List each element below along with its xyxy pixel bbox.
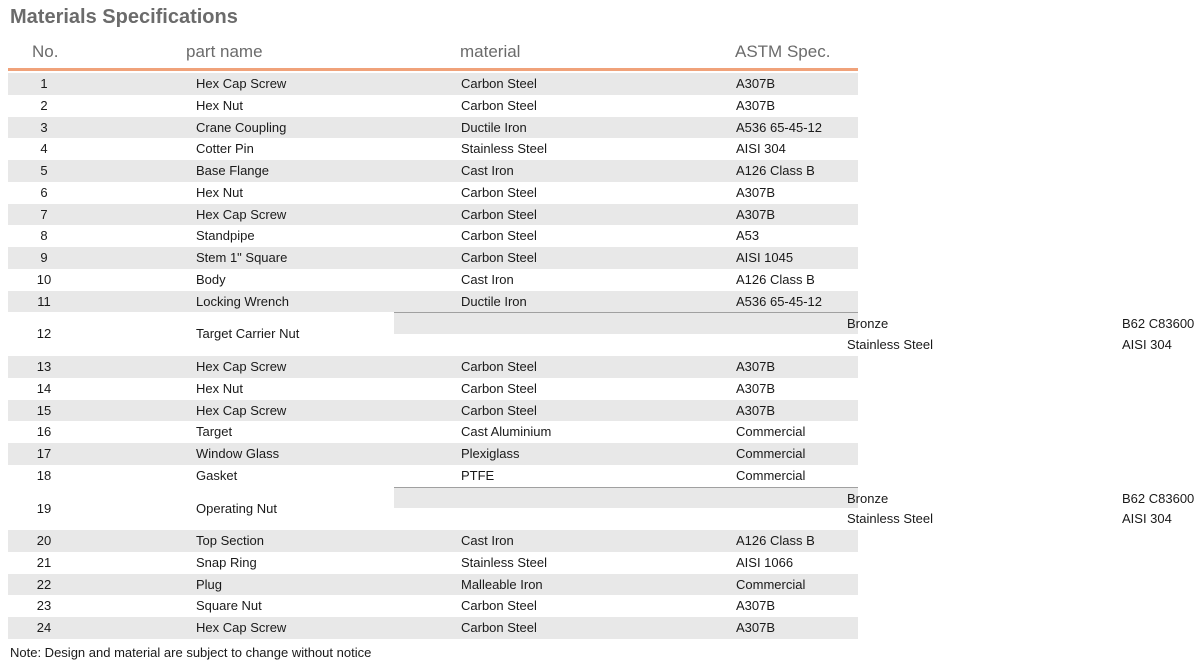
cell-astm-spec: AISI 1045 (736, 250, 794, 266)
cell-material: Ductile Iron (461, 119, 527, 135)
cell-part-name: Hex Cap Screw (196, 402, 287, 418)
table-row (8, 291, 858, 313)
cell-part-name: Hex Cap Screw (196, 76, 287, 91)
sub-row (394, 508, 1172, 530)
cell-material: Carbon Steel (461, 250, 537, 266)
cell-no: 12 (36, 326, 52, 342)
table-row (8, 400, 858, 422)
cell-material: PTFE (461, 467, 495, 483)
cell-astm-spec: A307B (736, 380, 776, 396)
table-row (8, 269, 858, 291)
table-row (8, 160, 858, 182)
table-row (8, 312, 1194, 356)
cell-astm-spec: A126 Class B (736, 533, 815, 549)
cell-astm-spec: AISI 304 (1122, 337, 1172, 353)
header-part-name: part name (186, 42, 263, 61)
cell-part-name: Window Glass (196, 446, 280, 462)
cell-no: 10 (36, 271, 52, 287)
table-row (8, 421, 858, 443)
sub-row (394, 334, 1172, 356)
table-header (8, 42, 858, 62)
cell-no: 5 (40, 163, 48, 179)
cell-part-name: Target Carrier Nut (196, 326, 300, 342)
cell-part-name: Standpipe (196, 228, 255, 244)
cell-astm-spec: AISI 1066 (736, 554, 794, 570)
cell-material: Carbon Steel (461, 598, 537, 614)
specifications-table (8, 73, 1194, 639)
cell-part-name: Hex Cap Screw (196, 206, 287, 222)
cell-material: Cast Iron (461, 163, 514, 179)
table-row (8, 617, 858, 639)
cell-part-name: Hex Cap Screw (196, 620, 287, 636)
cell-part-name: Base Flange (196, 163, 269, 179)
cell-astm-spec: Commercial (736, 576, 806, 592)
cell-astm-spec: A307B (736, 97, 776, 113)
header-no: No. (32, 42, 59, 61)
cell-material: Stainless Steel (461, 554, 547, 570)
cell-astm-spec: A307B (736, 358, 776, 374)
cell-no: 4 (40, 141, 48, 157)
table-row (8, 95, 858, 117)
cell-material: Carbon Steel (461, 358, 537, 374)
cell-no: 18 (36, 467, 52, 483)
cell-astm-spec: A307B (736, 206, 776, 222)
cell-part-name: Body (196, 271, 226, 287)
cell-material: Stainless Steel (847, 337, 933, 353)
sub-row (394, 312, 1194, 334)
cell-astm-spec: A53 (736, 228, 760, 244)
table-row (8, 443, 858, 465)
cell-no: 13 (36, 358, 52, 374)
cell-no: 16 (36, 424, 52, 440)
cell-material: Carbon Steel (461, 402, 537, 418)
cell-part-name: Locking Wrench (196, 293, 289, 309)
header-material: material (460, 42, 521, 61)
cell-material: Carbon Steel (461, 620, 537, 636)
table-row (8, 73, 858, 95)
cell-no: 7 (40, 206, 48, 222)
cell-material: Cast Iron (461, 533, 514, 549)
cell-material: Carbon Steel (461, 184, 537, 200)
cell-material: Bronze (847, 490, 889, 506)
cell-no: 11 (37, 293, 51, 309)
cell-no: 9 (40, 250, 48, 266)
cell-astm-spec: A536 65-45-12 (736, 293, 823, 309)
cell-material: Carbon Steel (461, 206, 537, 222)
cell-part-name: Hex Nut (196, 184, 243, 200)
cell-no: 15 (36, 402, 52, 418)
cell-part-name: Hex Cap Screw (196, 358, 287, 374)
cell-part-name: Stem 1" Square (196, 250, 288, 266)
cell-part-name: Cotter Pin (196, 141, 254, 157)
cell-part-name: Square Nut (196, 598, 262, 614)
cell-astm-spec: Commercial (736, 467, 806, 483)
cell-material: Plexiglass (461, 446, 520, 462)
cell-material: Carbon Steel (461, 228, 537, 244)
cell-astm-spec: Commercial (736, 424, 806, 440)
cell-material: Carbon Steel (461, 380, 537, 396)
cell-no: 2 (40, 97, 48, 113)
cell-part-name: Top Section (196, 533, 264, 549)
cell-part-name: Target (196, 424, 233, 440)
cell-astm-spec: A307B (736, 184, 776, 200)
cell-astm-spec: A126 Class B (736, 163, 815, 179)
cell-material: Carbon Steel (461, 97, 537, 113)
cell-astm-spec: A307B (736, 598, 776, 614)
cell-part-name: Gasket (196, 467, 238, 483)
cell-part-name: Snap Ring (196, 554, 257, 570)
cell-no: 8 (40, 228, 48, 244)
cell-part-name: Hex Nut (196, 97, 243, 113)
cell-no: 22 (36, 576, 52, 592)
cell-astm-spec: A126 Class B (736, 271, 815, 287)
cell-material: Stainless Steel (461, 141, 547, 157)
cell-material: Carbon Steel (461, 76, 537, 91)
cell-material: Stainless Steel (847, 511, 933, 527)
cell-no: 20 (36, 533, 52, 549)
cell-material: Cast Aluminium (461, 424, 552, 440)
page-title: Materials Specifications (10, 6, 238, 28)
cell-no: 21 (36, 554, 52, 570)
table-row (8, 530, 858, 552)
table-row (8, 247, 858, 269)
table-row (8, 204, 858, 226)
cell-part-name: Hex Nut (196, 380, 243, 396)
cell-no: 24 (36, 620, 52, 636)
cell-material: Malleable Iron (461, 576, 543, 592)
cell-astm-spec: A536 65-45-12 (736, 119, 823, 135)
table-row (8, 117, 858, 139)
cell-part-name: Operating Nut (196, 500, 277, 516)
table-row (8, 356, 858, 378)
header-divider (8, 68, 858, 71)
table-row (8, 225, 858, 247)
table-row (8, 574, 858, 596)
footnote: Note: Design and material are subject to change without notice (10, 645, 372, 660)
cell-astm-spec: B62 C83600 (1122, 316, 1194, 332)
cell-material: Bronze (847, 316, 889, 332)
cell-no: 3 (40, 119, 48, 135)
cell-no: 17 (36, 446, 52, 462)
cell-no: 14 (36, 380, 52, 396)
cell-astm-spec: A307B (736, 76, 776, 91)
table-row (8, 182, 858, 204)
cell-astm-spec: AISI 304 (736, 141, 786, 157)
table-row (8, 487, 1194, 531)
cell-material: Cast Iron (461, 271, 514, 287)
sub-row (394, 487, 1194, 509)
cell-no: 19 (36, 500, 52, 516)
cell-astm-spec: A307B (736, 402, 776, 418)
table-row (8, 552, 858, 574)
header-astm-spec: ASTM Spec. (735, 42, 831, 61)
table-row (8, 378, 858, 400)
cell-no: 23 (36, 598, 52, 614)
cell-astm-spec: AISI 304 (1122, 511, 1172, 527)
table-row (8, 138, 858, 160)
cell-material: Ductile Iron (461, 293, 527, 309)
cell-astm-spec: A307B (736, 620, 776, 636)
cell-no: 6 (40, 184, 48, 200)
cell-part-name: Crane Coupling (196, 119, 287, 135)
cell-astm-spec: Commercial (736, 446, 806, 462)
table-row (8, 595, 858, 617)
cell-astm-spec: B62 C83600 (1122, 490, 1194, 506)
cell-no: 1 (40, 76, 48, 91)
cell-part-name: Plug (196, 576, 223, 592)
table-row (8, 465, 858, 487)
